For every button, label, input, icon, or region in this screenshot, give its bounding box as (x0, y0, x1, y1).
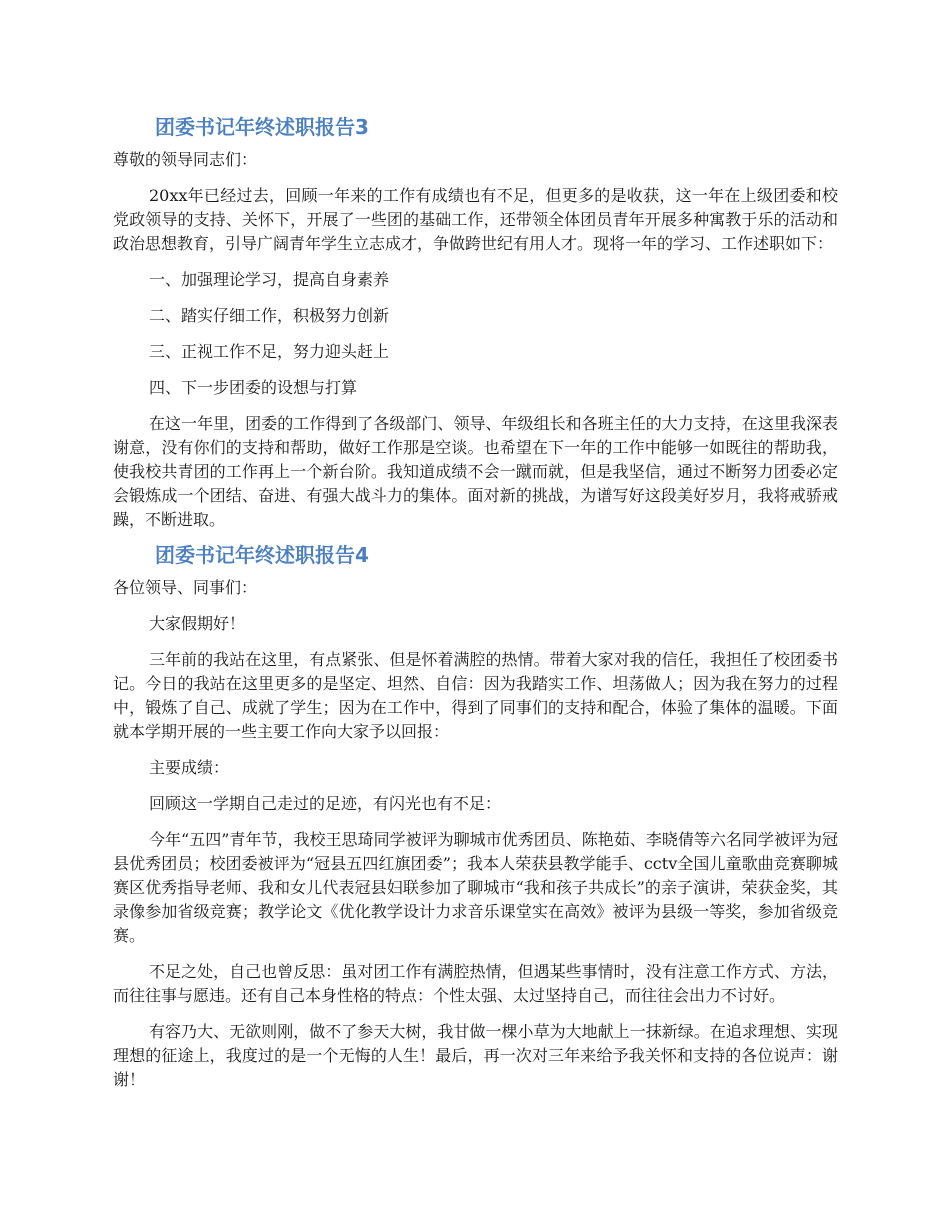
section-3-intro: 20xx年已经过去，回顾一年来的工作有成绩也有不足，但更多的是收获，这一年在上级团委和校党政领导的支持、关怀下，开展了一些团的基础工作，还带领全体团员青年开展多种寓教于乐的活动和政治思想教育，引导广阔青年学生立志成才，争做跨世纪有用人才。现将一年的学习、工作述职如下： (113, 186, 838, 253)
section-4-paragraph-4: 今年“五四”青年节，我校王思琦同学被评为聊城市优秀团员、陈艳茹、李晓倩等六名同学被评为冠县优秀团员；校团委被评为“冠县五四红旗团委”；我本人荣获县教学能手、cctv全国儿童歌曲竞赛聊城赛区优秀指导老师、我和女儿代表冠县妇联参加了聊城市“我和孩子共成长”的亲子演讲，荣获金奖，其录像参加省级竞赛；教学论文《优化教学设计力求音乐课堂实在高效》被评为县级一等奖，参加省级竞赛。 (113, 830, 838, 945)
section-3-salutation: 尊敬的领导同志们： (113, 150, 258, 169)
section-3-item-1: 一、加强理论学习，提高自身素养 (149, 270, 390, 289)
section-4-paragraph-6: 有容乃大、无欲则刚，做不了参天大树，我甘做一棵小草为大地献上一抹新绿。在追求理想、实现理想的征途上，我度过的是一个无悔的人生！最后，再一次对三年来给予我关怀和支持的各位说声：谢谢！ (113, 1022, 838, 1089)
section-4-title: 团委书记年终述职报告4 (155, 543, 369, 567)
section-4-salutation: 各位领导、同事们： (113, 578, 258, 597)
section-3-item-4: 四、下一步团委的设想与打算 (149, 378, 358, 397)
section-4-greeting: 大家假期好！ (149, 614, 246, 633)
section-3-closing: 在这一年里，团委的工作得到了各级部门、领导、年级组长和各班主任的大力支持，在这里我深表谢意，没有你们的支持和帮助，做好工作那是空谈。也希望在下一年的工作中能够一如既往的帮助我，使我校共青团的工作再上一个新台阶。我知道成绩不会一蹴而就，但是我坚信，通过不断努力团委必定会锻炼成一个团结、奋进、有强大战斗力的集体。面对新的挑战，为谱写好这段美好岁月，我将戒骄戒躁，不断进取。 (113, 414, 838, 529)
section-3-title: 团委书记年终述职报告3 (155, 115, 369, 139)
section-4-paragraph-3: 回顾这一学期自己走过的足迹，有闪光也有不足： (149, 794, 502, 813)
section-3-item-3: 三、正视工作不足，努力迎头赶上 (149, 342, 390, 361)
section-4-paragraph-1: 三年前的我站在这里，有点紧张、但是怀着满腔的热情。带着大家对我的信任，我担任了校团委书记。今日的我站在这里更多的是坚定、坦然、自信：因为我踏实工作、坦荡做人；因为我在努力的过程中，锻炼了自己、成就了学生；因为在工作中，得到了同事们的支持和配合，体验了集体的温暖。下面就本学期开展的一些主要工作向大家予以回报： (113, 650, 838, 741)
section-4-paragraph-5: 不足之处，自己也曾反思：虽对团工作有满腔热情，但遇某些事情时，没有注意工作方式、方法，而往往事与愿违。还有自己本身性格的特点：个性太强、太过坚持自己，而往往会出力不讨好。 (113, 962, 838, 1005)
section-3-item-2: 二、踏实仔细工作，积极努力创新 (149, 306, 390, 325)
document-page (113, 112, 838, 1104)
section-4-paragraph-2: 主要成绩： (149, 758, 230, 777)
